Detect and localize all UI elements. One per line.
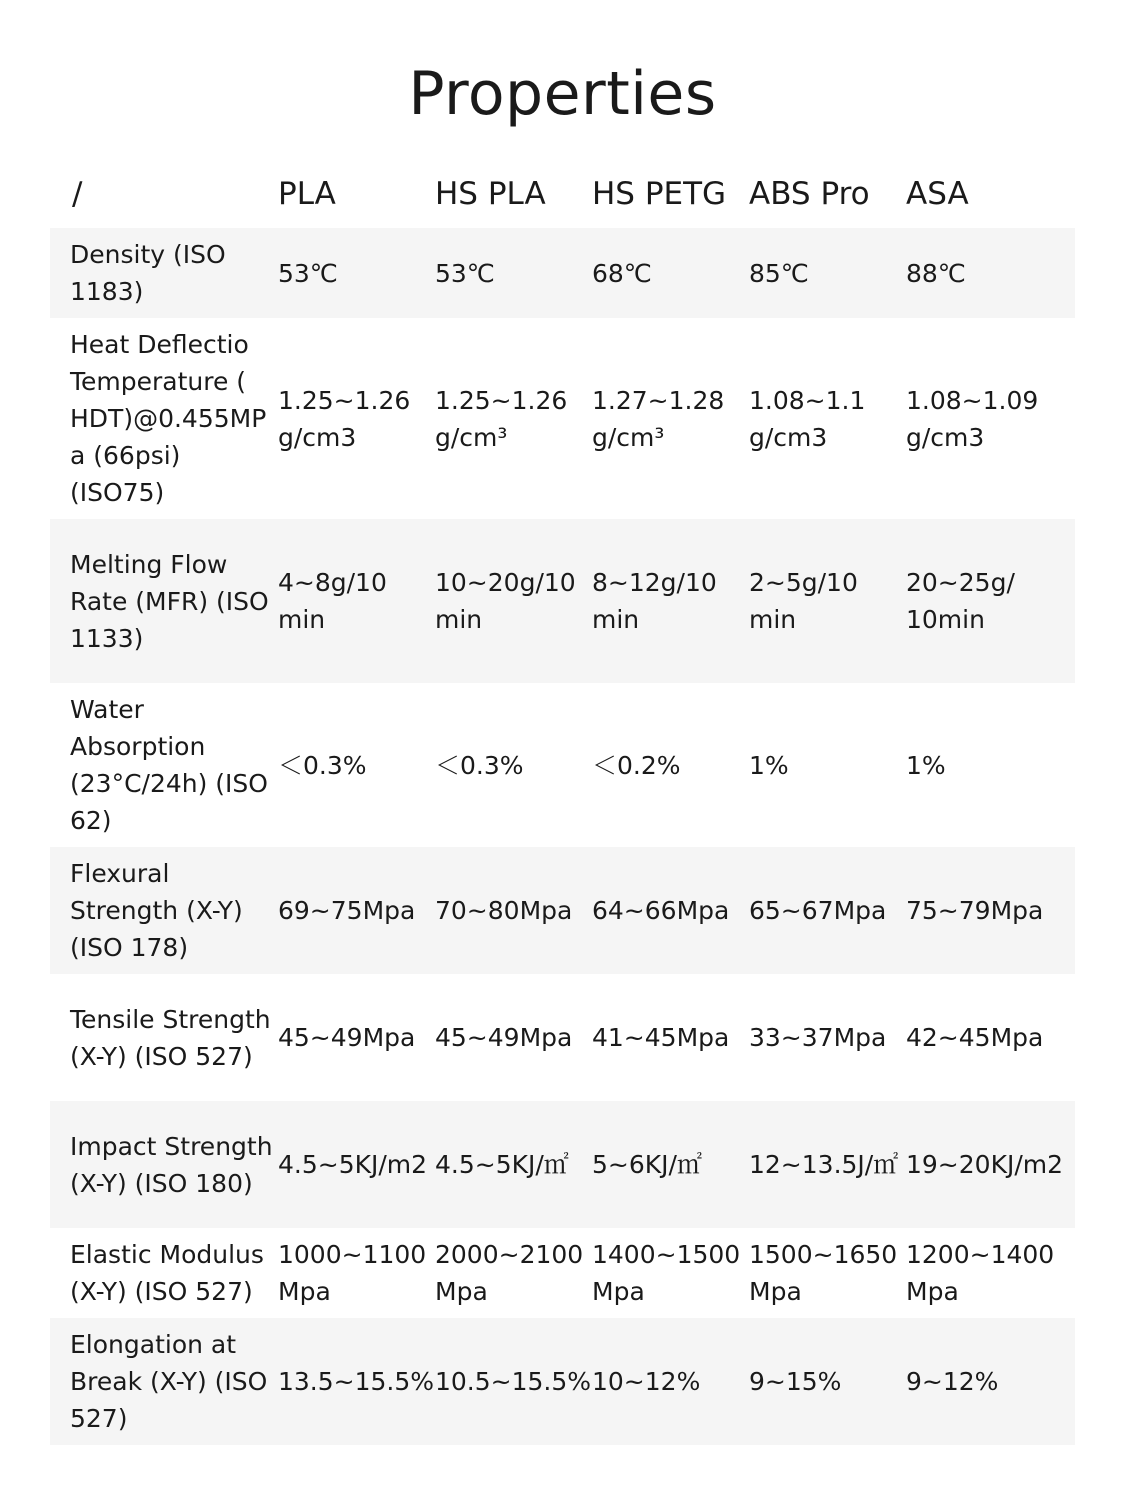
value-cell: 1500~1650 Mpa [749, 1240, 898, 1306]
value-cell: 8~12g/10 min [592, 519, 749, 683]
value-cell: 42~45Mpa [906, 1023, 1044, 1052]
value-cell: 4~8g/10 min [278, 519, 435, 683]
table-header-row [50, 160, 1075, 228]
value-cell: 20~25g/ 10min [906, 519, 1075, 683]
value-cell: 68℃ [592, 228, 749, 318]
table-row-tensile-strength [50, 974, 1075, 1101]
value-cell: 33~37Mpa [749, 1023, 887, 1052]
value-cell: 1% [906, 750, 946, 780]
value-cell: 69~75Mpa [278, 847, 435, 974]
value-cell: ＜0.3% [278, 750, 367, 780]
value-cell: 53℃ [435, 228, 592, 318]
header-corner: / [72, 176, 83, 212]
value-cell: 13.5~15.5% [278, 1318, 435, 1445]
table-row-heat-deflection [50, 318, 1075, 519]
value-cell: ＜0.3% [435, 750, 524, 780]
value-cell: 1.25~1.26 g/cm3 [278, 385, 411, 452]
value-cell: 12~13.5J/㎡ [749, 1101, 906, 1228]
value-cell: 53℃ [278, 228, 435, 318]
value-cell: 45~49Mpa [278, 1023, 416, 1052]
value-cell: 1200~1400 Mpa [906, 1240, 1055, 1306]
value-cell: 1.25~1.26 g/cm³ [435, 385, 568, 452]
table-row-elongation-at-break [50, 1318, 1075, 1445]
table-row-impact-strength [50, 1101, 1075, 1228]
header-pla: PLA [278, 176, 336, 212]
value-cell: 10~20g/10 min [435, 519, 592, 683]
property-name: Density (ISO 1183) [50, 228, 278, 318]
page-title: Properties [408, 59, 717, 129]
header-asa: ASA [906, 176, 969, 212]
property-name: Heat Deflectio Temperature ( HDT)@0.455MPa (66psi) (ISO75) [70, 330, 267, 507]
value-cell: 10~12% [592, 1318, 749, 1445]
value-cell: 1.08~1.1 g/cm3 [749, 385, 866, 452]
table-row-elastic-modulus [50, 1228, 1075, 1318]
property-name: Elastic Modulus (X-Y) (ISO 527) [70, 1240, 264, 1306]
value-cell: 45~49Mpa [435, 1023, 573, 1052]
property-name: Flexural Strength (X-Y) (ISO 178) [50, 847, 278, 974]
property-name: Elongation at Break (X-Y) (ISO 527) [50, 1318, 278, 1445]
value-cell: 70~80Mpa [435, 847, 592, 974]
value-cell: 19~20KJ/m2 [906, 1101, 1075, 1228]
header-abs-pro: ABS Pro [749, 176, 870, 212]
value-cell: 1400~1500 Mpa [592, 1240, 741, 1306]
value-cell: 75~79Mpa [906, 847, 1075, 974]
table-row-water-absorption [50, 683, 1075, 847]
property-name: Impact Strength (X-Y) (ISO 180) [50, 1101, 278, 1228]
value-cell: ＜0.2% [592, 750, 681, 780]
value-cell: 65~67Mpa [749, 847, 906, 974]
value-cell: 9~12% [906, 1318, 1075, 1445]
value-cell: 1.08~1.09 g/cm3 [906, 385, 1039, 452]
value-cell: 2000~2100 Mpa [435, 1240, 584, 1306]
value-cell: 2~5g/10 min [749, 519, 906, 683]
value-cell: 1000~1100 Mpa [278, 1240, 427, 1306]
value-cell: 85℃ [749, 228, 906, 318]
value-cell: 4.5~5KJ/m2 [278, 1101, 435, 1228]
table-row-density [50, 228, 1075, 318]
value-cell: 1.27~1.28 g/cm³ [592, 385, 725, 452]
value-cell: 1% [749, 750, 789, 780]
value-cell: 5~6KJ/㎡ [592, 1101, 749, 1228]
value-cell: 4.5~5KJ/㎡ [435, 1101, 592, 1228]
value-cell: 10.5~15.5% [435, 1318, 592, 1445]
table-row-flexural-strength [50, 847, 1075, 974]
value-cell: 64~66Mpa [592, 847, 749, 974]
value-cell: 88℃ [906, 228, 1075, 318]
value-cell: 41~45Mpa [592, 1023, 730, 1052]
value-cell: 9~15% [749, 1318, 906, 1445]
property-name: Water Absorption (23°C/24h) (ISO 62) [70, 695, 268, 835]
property-name: Melting Flow Rate (MFR) (ISO 1133) [50, 519, 278, 683]
table-row-melting-flow-rate [50, 519, 1075, 683]
header-hs-petg: HS PETG [592, 176, 727, 212]
properties-table [50, 160, 1075, 1445]
header-hs-pla: HS PLA [435, 176, 546, 212]
property-name: Tensile Strength (X-Y) (ISO 527) [70, 1004, 271, 1071]
